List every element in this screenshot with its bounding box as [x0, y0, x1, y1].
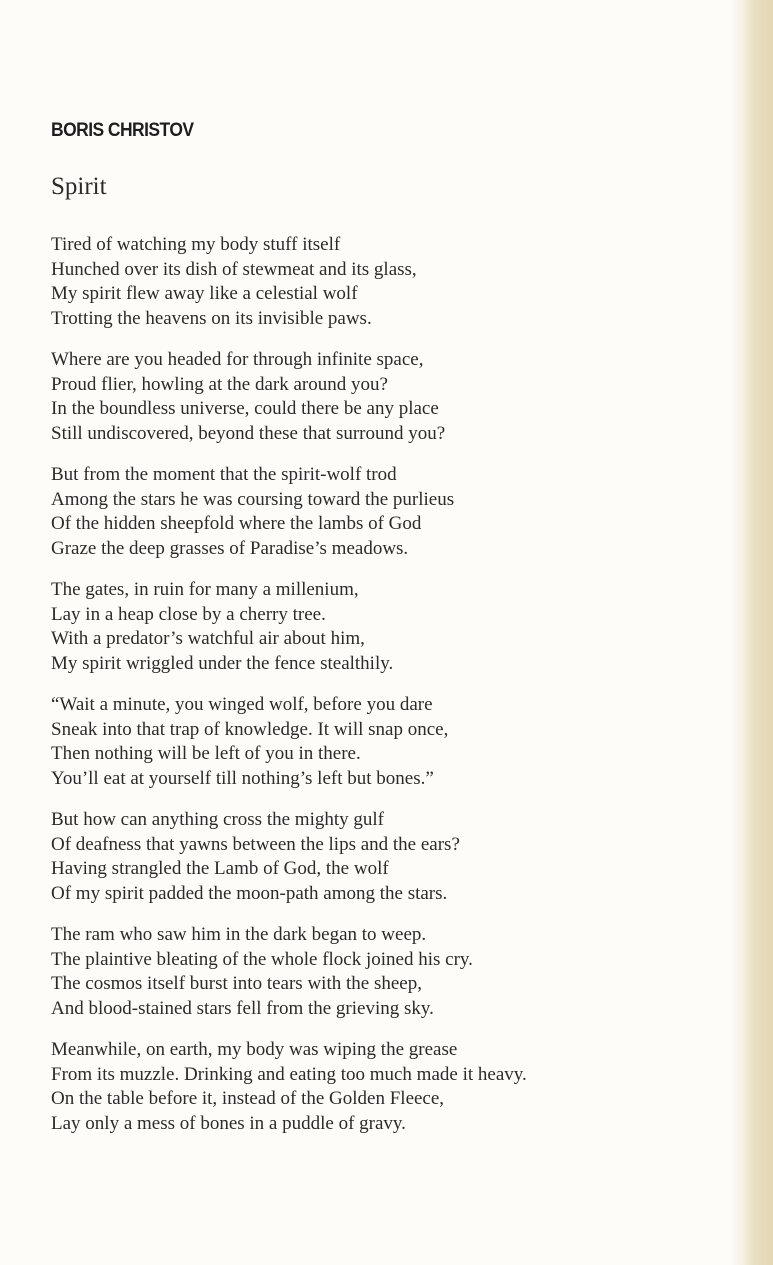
poem-line: In the boundless universe, could there be any place — [51, 398, 439, 419]
poem-line: On the table before it, instead of the Golden Fleece, — [51, 1088, 445, 1109]
poem-line: Lay only a mess of bones in a puddle of gravy. — [51, 1112, 406, 1134]
stanza — [51, 1038, 701, 1136]
poem-line: The gates, in ruin for many a millenium, — [51, 579, 359, 600]
poem-line: But from the moment that the spirit-wolf trod — [51, 464, 397, 485]
poem-line: The cosmos itself burst into tears with the sheep, — [51, 973, 422, 994]
stanza — [51, 923, 701, 1021]
poem-line: And blood-stained stars fell from the grieving sky. — [51, 997, 434, 1019]
poem-line: Sneak into that trap of knowledge. It will snap once, — [51, 718, 449, 740]
poem-title: Spirit — [51, 173, 107, 200]
poem-line: Among the stars he was coursing toward the purlieus — [51, 488, 455, 510]
stanza — [51, 233, 701, 331]
poem-line: Still undiscovered, beyond these that surround you? — [51, 422, 446, 444]
page-content — [51, 118, 701, 1153]
poem-line: With a predator’s watchful air about him, — [51, 628, 365, 649]
poem-line: Where are you headed for through infinite space, — [51, 349, 424, 370]
poem-line: My spirit flew away like a celestial wolf — [51, 283, 358, 304]
stanza — [51, 463, 701, 561]
poem-line: “Wait a minute, you winged wolf, before you dare — [51, 694, 433, 715]
stanza — [51, 348, 701, 446]
poem-line: You’ll eat at yourself till nothing’s left but bones.” — [51, 767, 434, 789]
poem-line: Of the hidden sheepfold where the lambs of God — [51, 513, 422, 534]
poem-line: Lay in a heap close by a cherry tree. — [51, 603, 326, 625]
poem-line: From its muzzle. Drinking and eating too much made it heavy. — [51, 1063, 527, 1085]
poem-body — [51, 233, 701, 1136]
poem-line: Meanwhile, on earth, my body was wiping the grease — [51, 1039, 458, 1060]
poem-line: Trotting the heavens on its invisible paws. — [51, 307, 372, 329]
poem-line: Hunched over its dish of stewmeat and its glass, — [51, 258, 417, 280]
poem-line: Tired of watching my body stuff itself — [51, 234, 341, 255]
poem-line: Of my spirit padded the moon-path among the stars. — [51, 882, 448, 904]
poem-line: Then nothing will be left of you in there. — [51, 743, 361, 764]
poem-line: My spirit wriggled under the fence stealthily. — [51, 652, 394, 674]
poem-line: Proud flier, howling at the dark around you? — [51, 373, 388, 395]
poem-line: Graze the deep grasses of Paradise’s meadows. — [51, 537, 409, 559]
poem-line: Of deafness that yawns between the lips and the ears? — [51, 833, 460, 855]
poem-line: But how can anything cross the mighty gulf — [51, 809, 384, 830]
stanza — [51, 808, 701, 906]
author-name: BORIS CHRISTOV — [51, 120, 194, 141]
stanza — [51, 693, 701, 791]
poem-line: The plaintive bleating of the whole flock joined his cry. — [51, 948, 473, 970]
poem-line: The ram who saw him in the dark began to weep. — [51, 924, 427, 945]
stanza — [51, 578, 701, 676]
poem-line: Having strangled the Lamb of God, the wolf — [51, 858, 389, 879]
